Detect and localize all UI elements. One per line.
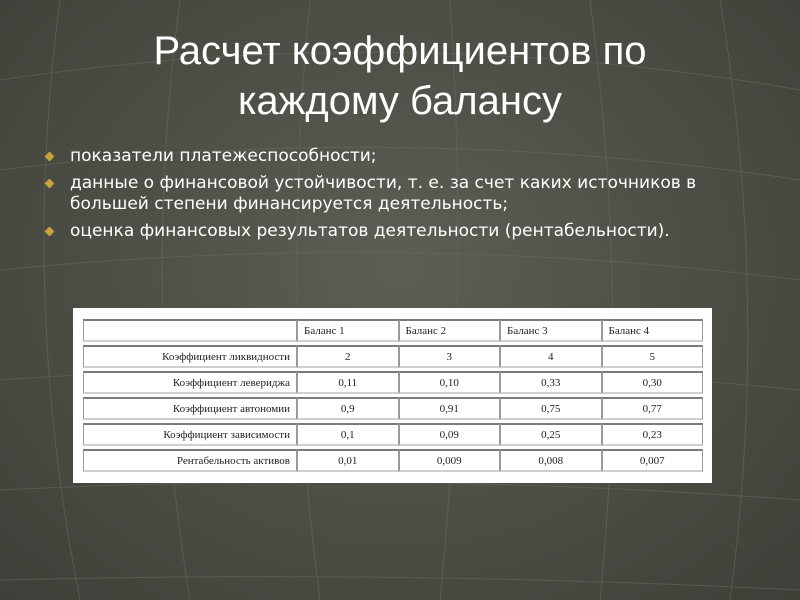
- bullet-item: [44, 146, 744, 167]
- table-header-cell: Баланс 2: [399, 319, 501, 342]
- table-cell: 0,25: [500, 423, 602, 446]
- table-header-row: [83, 319, 703, 342]
- table-cell: 4: [500, 345, 602, 368]
- table-cell: 0,23: [602, 423, 704, 446]
- table-cell: 0,008: [500, 449, 602, 472]
- table-header-cell: Баланс 3: [500, 319, 602, 342]
- bullet-list: [44, 146, 744, 248]
- table-cell: 2: [297, 345, 399, 368]
- table-cell: 3: [399, 345, 501, 368]
- title-line-2: каждому балансу: [238, 79, 562, 123]
- row-label: Коэффициент левериджа: [83, 371, 297, 394]
- table-row: [83, 345, 703, 368]
- row-label: Коэффициент ликвидности: [83, 345, 297, 368]
- table-cell: 0,09: [399, 423, 501, 446]
- row-label: Коэффициент зависимости: [83, 423, 297, 446]
- row-label: Рентабельность активов: [83, 449, 297, 472]
- bullet-text: оценка финансовых результатов деятельности (рентабельности).: [70, 221, 670, 241]
- table-row: [83, 397, 703, 420]
- table-cell: 0,11: [297, 371, 399, 394]
- table-cell: 0,30: [602, 371, 704, 394]
- table-cell: 0,75: [500, 397, 602, 420]
- table-cell: 0,91: [399, 397, 501, 420]
- table-cell: 0,10: [399, 371, 501, 394]
- diamond-bullet-icon: [45, 152, 55, 162]
- bullet-text: данные о финансовой устойчивости, т. е. за счет каких источников в большей степени финансируется деятельность;: [70, 173, 697, 214]
- table-cell: 0,009: [399, 449, 501, 472]
- coefficients-table: [83, 316, 703, 475]
- diamond-bullet-icon: [45, 179, 55, 189]
- diamond-bullet-icon: [45, 227, 55, 237]
- table-cell: 0,9: [297, 397, 399, 420]
- row-label: Коэффициент автономии: [83, 397, 297, 420]
- table-cell: 0,77: [602, 397, 704, 420]
- title-line-1: Расчет коэффициентов по: [153, 29, 647, 73]
- table-corner-cell: [83, 319, 297, 342]
- table-cell: 0,01: [297, 449, 399, 472]
- table-row: [83, 449, 703, 472]
- table-header-cell: Баланс 1: [297, 319, 399, 342]
- coefficients-table-image: [73, 308, 712, 483]
- bullet-item: [44, 221, 744, 242]
- slide-title: [0, 26, 800, 126]
- bullet-item: [44, 173, 744, 215]
- table-row: [83, 371, 703, 394]
- table-cell: 0,1: [297, 423, 399, 446]
- table-cell: 5: [602, 345, 704, 368]
- table-cell: 0,33: [500, 371, 602, 394]
- table-cell: 0,007: [602, 449, 704, 472]
- table-header-cell: Баланс 4: [602, 319, 704, 342]
- table-row: [83, 423, 703, 446]
- bullet-text: показатели платежеспособности;: [70, 146, 377, 166]
